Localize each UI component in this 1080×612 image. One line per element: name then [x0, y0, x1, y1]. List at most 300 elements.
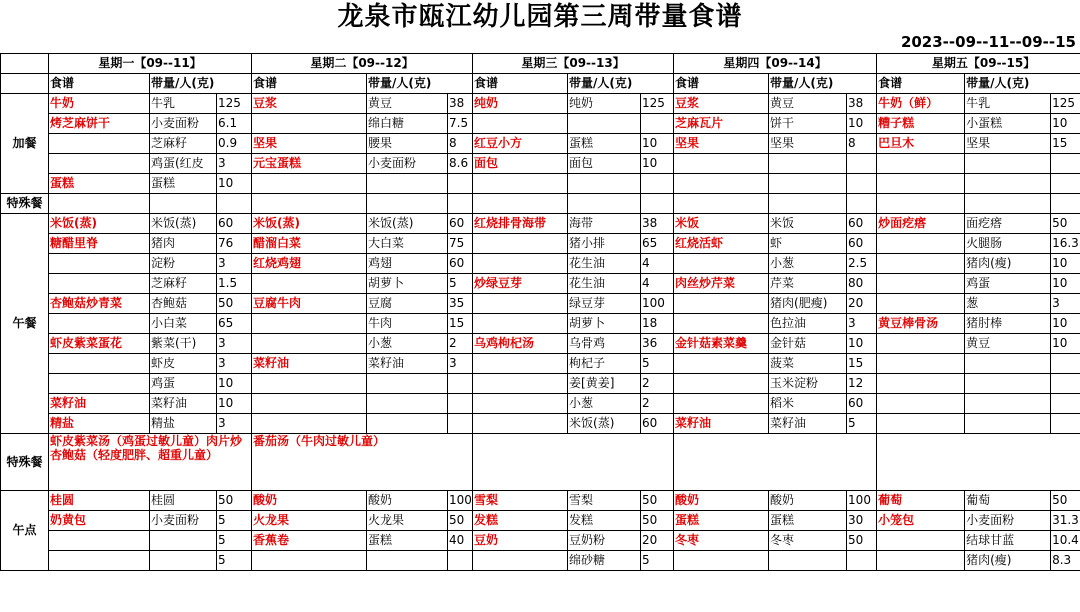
amount-cell: 2: [641, 374, 674, 394]
ingredient-cell: 猪肉(瘦): [965, 551, 1051, 571]
amount-cell: [847, 551, 877, 571]
amount-cell: 2: [641, 394, 674, 414]
ingredient-cell: 米饭(蒸): [568, 414, 641, 434]
ingredient-cell: 鸡蛋(红皮: [150, 154, 217, 174]
amount-cell: 50: [217, 294, 252, 314]
amount-cell: 2: [448, 334, 473, 354]
amount-cell: 65: [217, 314, 252, 334]
dish-cell: [49, 194, 150, 214]
amount-cell: 40: [448, 531, 473, 551]
ingredient-cell: 冬枣: [769, 531, 847, 551]
ingredient-cell: 猪肉(瘦): [965, 254, 1051, 274]
dish-cell: 金针菇素菜羹: [674, 334, 769, 354]
dish-cell: [877, 394, 965, 414]
ingredient-cell: 结球甘蓝: [965, 531, 1051, 551]
amount-cell: 125: [641, 94, 674, 114]
amount-cell: 35: [448, 294, 473, 314]
table-row: [1, 511, 1080, 531]
table-row: [1, 354, 1080, 374]
table-row: [1, 274, 1080, 294]
dish-cell: 桂圆: [49, 491, 150, 511]
ingredient-cell: 绿豆芽: [568, 294, 641, 314]
ingredient-cell: 胡萝卜: [568, 314, 641, 334]
ingredient-cell: 蛋糕: [367, 531, 448, 551]
amount-cell: [1051, 394, 1080, 414]
dish-cell: [674, 174, 769, 194]
ingredient-cell: 黄豆: [965, 334, 1051, 354]
amount-cell: [448, 194, 473, 214]
table-row: [1, 294, 1080, 314]
ingredient-cell: 小麦面粉: [150, 511, 217, 531]
table-row: [1, 134, 1080, 154]
dish-cell: [877, 294, 965, 314]
meal-label: 特殊餐: [1, 434, 49, 491]
dish-cell: 杏鲍菇炒青菜: [49, 294, 150, 314]
amount-cell: 60: [448, 214, 473, 234]
ingredient-cell: 牛肉: [367, 314, 448, 334]
dish-cell: [49, 374, 150, 394]
ingredient-cell: 猪小排: [568, 234, 641, 254]
dish-cell: 炒面疙瘩: [877, 214, 965, 234]
ingredient-cell: 豆腐: [367, 294, 448, 314]
dish-cell: 冬枣: [674, 531, 769, 551]
amount-cell: 7.5: [448, 114, 473, 134]
amount-cell: [641, 114, 674, 134]
ingredient-cell: 小白菜: [150, 314, 217, 334]
dish-cell: 香蕉卷: [252, 531, 367, 551]
amount-cell: 10: [641, 134, 674, 154]
table-row: [1, 334, 1080, 354]
table-row: [1, 214, 1080, 234]
recipe-header: 食谱: [674, 74, 769, 94]
amount-cell: 0.9: [217, 134, 252, 154]
dish-cell: 精盐: [49, 414, 150, 434]
ingredient-cell: [769, 154, 847, 174]
dish-cell: 红豆小方: [473, 134, 568, 154]
table-row: [1, 491, 1080, 511]
dish-cell: 炒绿豆芽: [473, 274, 568, 294]
ingredient-cell: [367, 194, 448, 214]
table-row: [1, 154, 1080, 174]
amount-cell: 10: [641, 154, 674, 174]
amount-cell: 4: [641, 254, 674, 274]
day-header-row: [1, 54, 1080, 74]
table-row: [1, 194, 1080, 214]
amount-cell: 50: [641, 491, 674, 511]
ingredient-cell: 大白菜: [367, 234, 448, 254]
dish-cell: 红烧排骨海带: [473, 214, 568, 234]
dish-cell: 元宝蛋糕: [252, 154, 367, 174]
amount-cell: 16.3: [1051, 234, 1080, 254]
table-row: [1, 394, 1080, 414]
dish-cell: 巴旦木: [877, 134, 965, 154]
amount-cell: 50: [847, 531, 877, 551]
amount-cell: 100: [448, 491, 473, 511]
dish-cell: [49, 274, 150, 294]
meal-label: 午点: [1, 491, 49, 571]
ingredient-cell: [965, 194, 1051, 214]
table-row: [1, 374, 1080, 394]
amount-cell: 125: [1051, 94, 1080, 114]
table-row: [1, 531, 1080, 551]
amount-cell: 38: [641, 214, 674, 234]
dish-cell: 酸奶: [674, 491, 769, 511]
ingredient-cell: [367, 551, 448, 571]
ingredient-cell: [150, 531, 217, 551]
table-row: [1, 114, 1080, 134]
ingredient-cell: 酸奶: [367, 491, 448, 511]
dish-cell: [473, 374, 568, 394]
ingredient-cell: [965, 174, 1051, 194]
dish-cell: 酸奶: [252, 491, 367, 511]
special-meal-empty: [674, 434, 877, 491]
amount-cell: 4: [641, 274, 674, 294]
amount-cell: [1051, 194, 1080, 214]
amount-cell: [1051, 374, 1080, 394]
dish-cell: 米饭(蒸): [49, 214, 150, 234]
ingredient-cell: 海带: [568, 214, 641, 234]
dish-cell: 牛奶（鲜）: [877, 94, 965, 114]
amount-header: 带量/人(克): [769, 74, 877, 94]
amount-cell: 8.3: [1051, 551, 1080, 571]
ingredient-cell: 菜籽油: [150, 394, 217, 414]
dish-cell: 坚果: [674, 134, 769, 154]
recipe-header: 食谱: [877, 74, 965, 94]
dish-cell: 面包: [473, 154, 568, 174]
ingredient-cell: 稻米: [769, 394, 847, 414]
ingredient-cell: 黄豆: [769, 94, 847, 114]
ingredient-cell: 色拉油: [769, 314, 847, 334]
amount-cell: 3: [217, 154, 252, 174]
ingredient-cell: 米饭(蒸): [150, 214, 217, 234]
page-title: 龙泉市瓯江幼儿园第三周带量食谱: [337, 2, 743, 32]
amount-cell: [217, 194, 252, 214]
amount-cell: 38: [847, 94, 877, 114]
dish-cell: 菜籽油: [674, 414, 769, 434]
ingredient-cell: 小麦面粉: [965, 511, 1051, 531]
amount-cell: 50: [641, 511, 674, 531]
dish-cell: [473, 294, 568, 314]
amount-cell: 5: [448, 274, 473, 294]
dish-cell: 坚果: [252, 134, 367, 154]
amount-cell: 3: [217, 254, 252, 274]
amount-cell: 1.5: [217, 274, 252, 294]
dish-cell: [473, 314, 568, 334]
dish-cell: [252, 374, 367, 394]
dish-cell: [674, 394, 769, 414]
dish-cell: 糟子糕: [877, 114, 965, 134]
dish-cell: [473, 394, 568, 414]
ingredient-cell: 小蛋糕: [965, 114, 1051, 134]
dish-cell: [674, 551, 769, 571]
amount-cell: [1051, 154, 1080, 174]
dish-cell: 红烧鸡翅: [252, 254, 367, 274]
recipe-header: 食谱: [473, 74, 568, 94]
corner-cell: [1, 54, 49, 74]
dish-cell: 菜籽油: [49, 394, 150, 414]
amount-cell: 80: [847, 274, 877, 294]
amount-cell: [448, 174, 473, 194]
date-range: 2023--09--11--09--15: [900, 33, 1076, 51]
amount-cell: 125: [217, 94, 252, 114]
amount-cell: 10: [1051, 254, 1080, 274]
amount-cell: 5: [641, 354, 674, 374]
dish-cell: [473, 174, 568, 194]
ingredient-cell: 饼干: [769, 114, 847, 134]
dish-cell: 虾皮紫菜蛋花: [49, 334, 150, 354]
meal-label: 特殊餐: [1, 194, 49, 214]
ingredient-cell: 蛋糕: [568, 134, 641, 154]
special-meal-empty: [877, 434, 1080, 491]
dish-cell: 米饭: [674, 214, 769, 234]
dish-cell: 米饭(蒸): [252, 214, 367, 234]
day-header: 星期一【09--11】: [49, 54, 252, 74]
dish-cell: [877, 254, 965, 274]
ingredient-cell: 葡萄: [965, 491, 1051, 511]
dish-cell: [877, 551, 965, 571]
special-meal-row: [1, 434, 1080, 491]
amount-header: 带量/人(克): [965, 74, 1080, 94]
dish-cell: [49, 354, 150, 374]
dish-cell: [252, 334, 367, 354]
day-header: 星期五【09--15】: [877, 54, 1080, 74]
amount-cell: 75: [448, 234, 473, 254]
ingredient-cell: [367, 174, 448, 194]
dish-cell: [49, 551, 150, 571]
ingredient-cell: 小麦面粉: [150, 114, 217, 134]
amount-cell: 18: [641, 314, 674, 334]
amount-cell: 12: [847, 374, 877, 394]
dish-cell: [473, 234, 568, 254]
dish-cell: [674, 154, 769, 174]
ingredient-cell: 乌骨鸡: [568, 334, 641, 354]
ingredient-cell: 蛋糕: [150, 174, 217, 194]
amount-cell: 15: [448, 314, 473, 334]
ingredient-cell: [965, 394, 1051, 414]
ingredient-cell: 小麦面粉: [367, 154, 448, 174]
ingredient-cell: 雪梨: [568, 491, 641, 511]
dish-cell: 蛋糕: [674, 511, 769, 531]
dish-cell: [877, 414, 965, 434]
ingredient-cell: 芹菜: [769, 274, 847, 294]
ingredient-cell: 花生油: [568, 274, 641, 294]
dish-cell: 葡萄: [877, 491, 965, 511]
ingredient-cell: 火龙果: [367, 511, 448, 531]
dish-cell: [252, 274, 367, 294]
dish-cell: 菜籽油: [252, 354, 367, 374]
amount-cell: 10: [1051, 114, 1080, 134]
amount-cell: 15: [847, 354, 877, 374]
dish-cell: [49, 531, 150, 551]
dish-cell: [877, 354, 965, 374]
amount-cell: 3: [1051, 294, 1080, 314]
ingredient-cell: 玉米淀粉: [769, 374, 847, 394]
ingredient-cell: 杏鲍菇: [150, 294, 217, 314]
ingredient-cell: 姜[黄姜]: [568, 374, 641, 394]
special-meal-monday: 虾皮紫菜汤（鸡蛋过敏儿童）肉片炒杏鲍菇（轻度肥胖、超重儿童）: [49, 434, 252, 491]
table-row: [1, 234, 1080, 254]
ingredient-cell: [965, 354, 1051, 374]
ingredient-cell: 芝麻籽: [150, 134, 217, 154]
dish-cell: 火龙果: [252, 511, 367, 531]
amount-cell: 100: [847, 491, 877, 511]
dish-cell: [877, 334, 965, 354]
dish-cell: [252, 394, 367, 414]
ingredient-cell: 猪肘棒: [965, 314, 1051, 334]
amount-cell: [1051, 174, 1080, 194]
dish-cell: [49, 254, 150, 274]
amount-cell: 5: [217, 551, 252, 571]
ingredient-cell: 葱: [965, 294, 1051, 314]
dish-cell: [877, 274, 965, 294]
dish-cell: 豆腐牛肉: [252, 294, 367, 314]
dish-cell: [674, 194, 769, 214]
ingredient-cell: 菜籽油: [367, 354, 448, 374]
dish-cell: [674, 314, 769, 334]
ingredient-cell: [367, 374, 448, 394]
corner-cell: [1, 74, 49, 94]
ingredient-cell: 淀粉: [150, 254, 217, 274]
amount-cell: 10: [217, 394, 252, 414]
table-row: [1, 174, 1080, 194]
recipe-header: 食谱: [252, 74, 367, 94]
amount-header: 带量/人(克): [150, 74, 252, 94]
dish-cell: [877, 154, 965, 174]
amount-cell: 10: [1051, 274, 1080, 294]
amount-cell: 3: [448, 354, 473, 374]
ingredient-cell: 纯奶: [568, 94, 641, 114]
dish-cell: [252, 551, 367, 571]
dish-cell: 奶黄包: [49, 511, 150, 531]
table-row: [1, 551, 1080, 571]
dish-cell: 小笼包: [877, 511, 965, 531]
amount-cell: 5: [641, 551, 674, 571]
dish-cell: [252, 174, 367, 194]
amount-cell: 38: [448, 94, 473, 114]
ingredient-cell: 金针菇: [769, 334, 847, 354]
amount-cell: 10.4: [1051, 531, 1080, 551]
dish-cell: [877, 374, 965, 394]
amount-cell: 60: [847, 214, 877, 234]
amount-cell: 10: [1051, 334, 1080, 354]
ingredient-cell: 米饭(蒸): [367, 214, 448, 234]
ingredient-cell: 小葱: [367, 334, 448, 354]
ingredient-cell: 面疙瘩: [965, 214, 1051, 234]
amount-cell: 3: [217, 354, 252, 374]
dish-cell: [674, 354, 769, 374]
ingredient-cell: 精盐: [150, 414, 217, 434]
dish-cell: [877, 531, 965, 551]
ingredient-cell: 枸杞子: [568, 354, 641, 374]
ingredient-cell: 虾: [769, 234, 847, 254]
ingredient-cell: [769, 551, 847, 571]
day-header: 星期三【09--13】: [473, 54, 674, 74]
dish-cell: [674, 374, 769, 394]
dish-cell: 牛奶: [49, 94, 150, 114]
ingredient-cell: [769, 174, 847, 194]
dish-cell: [252, 414, 367, 434]
amount-cell: 5: [217, 511, 252, 531]
amount-cell: [847, 154, 877, 174]
dish-cell: [877, 194, 965, 214]
dish-cell: 豆浆: [674, 94, 769, 114]
amount-cell: 60: [448, 254, 473, 274]
ingredient-cell: 小葱: [769, 254, 847, 274]
amount-cell: [448, 374, 473, 394]
ingredient-cell: 猪肉(肥瘦): [769, 294, 847, 314]
ingredient-cell: 桂圆: [150, 491, 217, 511]
amount-cell: 10: [217, 174, 252, 194]
ingredient-cell: 坚果: [965, 134, 1051, 154]
dish-cell: [49, 154, 150, 174]
ingredient-cell: 鸡蛋: [965, 274, 1051, 294]
amount-cell: 65: [641, 234, 674, 254]
day-header: 星期二【09--12】: [252, 54, 473, 74]
amount-cell: 5: [847, 414, 877, 434]
dish-cell: [877, 234, 965, 254]
amount-cell: 10: [847, 114, 877, 134]
amount-cell: 50: [217, 491, 252, 511]
ingredient-cell: 火腿肠: [965, 234, 1051, 254]
ingredient-cell: 花生油: [568, 254, 641, 274]
amount-cell: 100: [641, 294, 674, 314]
ingredient-cell: 米饭: [769, 214, 847, 234]
dish-cell: [252, 314, 367, 334]
amount-cell: [641, 174, 674, 194]
meal-label: 午餐: [1, 214, 49, 434]
amount-cell: [641, 194, 674, 214]
dish-cell: 纯奶: [473, 94, 568, 114]
ingredient-cell: 豆奶粉: [568, 531, 641, 551]
amount-cell: [448, 414, 473, 434]
dish-cell: 肉丝炒芹菜: [674, 274, 769, 294]
dish-cell: 雪梨: [473, 491, 568, 511]
ingredient-cell: 坚果: [769, 134, 847, 154]
ingredient-cell: 牛乳: [965, 94, 1051, 114]
meal-label: 加餐: [1, 94, 49, 194]
ingredient-cell: 紫菜(干): [150, 334, 217, 354]
ingredient-cell: [367, 414, 448, 434]
ingredient-cell: 蛋糕: [769, 511, 847, 531]
dish-cell: [674, 294, 769, 314]
amount-header: 带量/人(克): [568, 74, 674, 94]
amount-cell: 8: [448, 134, 473, 154]
dish-cell: [877, 174, 965, 194]
ingredient-cell: 菠菜: [769, 354, 847, 374]
amount-cell: 6.1: [217, 114, 252, 134]
amount-cell: 31.3: [1051, 511, 1080, 531]
ingredient-cell: 绵白糖: [367, 114, 448, 134]
table-row: [1, 314, 1080, 334]
ingredient-cell: [150, 551, 217, 571]
ingredient-cell: [965, 374, 1051, 394]
ingredient-cell: [367, 394, 448, 414]
amount-cell: 3: [217, 414, 252, 434]
amount-cell: 50: [1051, 214, 1080, 234]
amount-cell: 10: [847, 334, 877, 354]
dish-cell: 红烧活虾: [674, 234, 769, 254]
amount-cell: 36: [641, 334, 674, 354]
ingredient-cell: 芝麻籽: [150, 274, 217, 294]
amount-header: 带量/人(克): [367, 74, 473, 94]
ingredient-cell: 发糕: [568, 511, 641, 531]
ingredient-cell: 黄豆: [367, 94, 448, 114]
amount-cell: 2.5: [847, 254, 877, 274]
dish-cell: 豆浆: [252, 94, 367, 114]
amount-cell: 8.6: [448, 154, 473, 174]
ingredient-cell: 牛乳: [150, 94, 217, 114]
dish-cell: [473, 194, 568, 214]
